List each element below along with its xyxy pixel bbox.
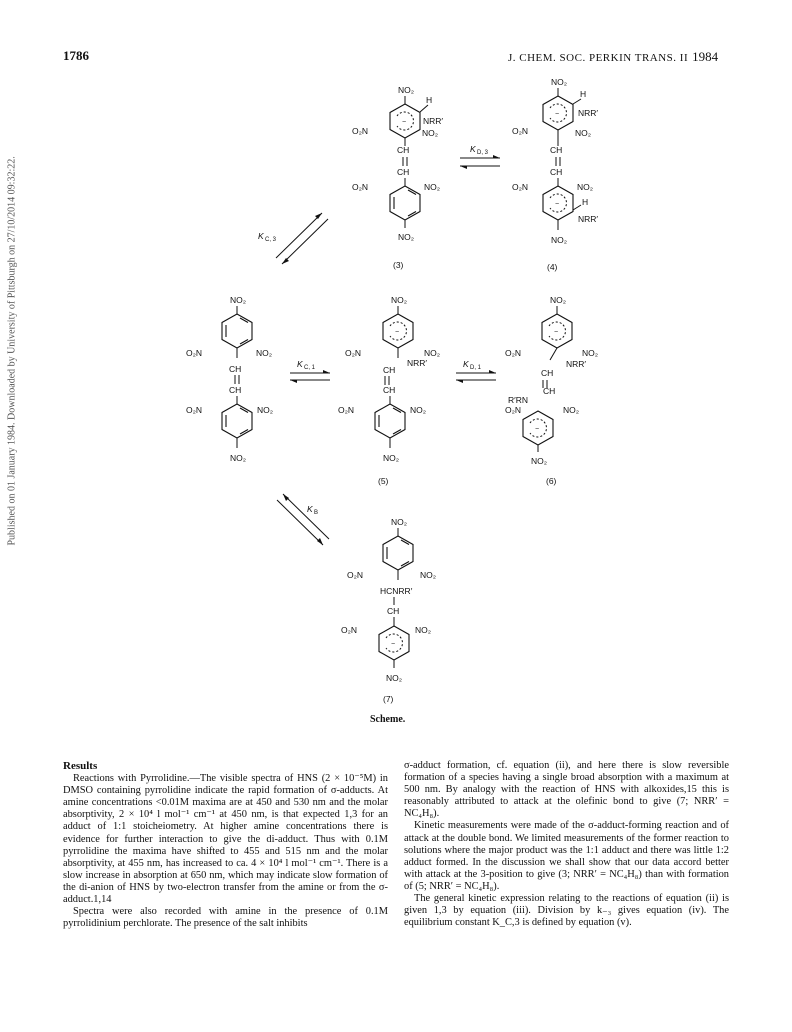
svg-text:O₂N: O₂N [347, 570, 364, 580]
svg-text:NO₂: NO₂ [256, 348, 273, 358]
section-heading: Results [63, 760, 98, 772]
svg-text:CH: CH [229, 364, 242, 374]
svg-text:K: K [297, 359, 303, 369]
svg-text:NO₂: NO₂ [577, 182, 594, 192]
svg-text:NO₂: NO₂ [575, 128, 592, 138]
svg-text:CH: CH [550, 167, 563, 177]
svg-text:CH: CH [229, 385, 242, 395]
page-number: 1786 [63, 48, 89, 63]
label-compound-7: (7) [383, 694, 394, 704]
svg-text:CH: CH [543, 386, 556, 396]
svg-text:H: H [426, 95, 433, 105]
compound-7 [341, 517, 436, 704]
svg-text:CH: CH [541, 368, 554, 378]
svg-text:NRR′: NRR′ [423, 116, 444, 126]
svg-text:H: H [582, 197, 589, 207]
svg-text:NO₂: NO₂ [398, 232, 415, 242]
svg-text:NO₂: NO₂ [424, 348, 441, 358]
label-compound-5: (5) [378, 476, 389, 486]
svg-text:O₂N: O₂N [341, 625, 358, 635]
compound-hns [186, 295, 273, 463]
svg-text:K: K [307, 504, 313, 514]
svg-text:NO₂: NO₂ [398, 85, 415, 95]
svg-text:CH: CH [397, 145, 410, 155]
svg-text:NO₂: NO₂ [550, 295, 567, 305]
svg-text:NO₂: NO₂ [551, 235, 568, 245]
svg-text:K: K [470, 144, 476, 154]
svg-text:NO₂: NO₂ [391, 295, 408, 305]
svg-text:O₂N: O₂N [352, 182, 369, 192]
svg-text:NRR′: NRR′ [407, 358, 428, 368]
svg-text:D, 3: D, 3 [477, 150, 489, 156]
paragraph: Reactions with Pyrrolidine.—The visible spectra of HNS (2 × 10⁻⁵M) in DMSO containing pyrrolidine indicate the rapid formation of σ-adducts. At amine concentrations <0.01M maxima are at 450 and 530 nm and the molar absorptivity, 2 × 10⁴ l mol⁻¹ cm⁻¹ at 450 nm, is that expected 1,3 for an adduct of 1:1 stoicheiometry. At higher amine concentrations there is evidence for further interaction to give the di-adduct. Thus with 0.1M pyrrolidine the maxima have shifted to 455 and 515 nm and the molar absorptivity, at 455 nm, has increased to ca. 4 × 10⁴ l mol⁻¹ cm⁻¹. There is a slow increase in absorption at 650 nm, which may indicate slow formation of the di-anion of HNS by two-electron transfer from the amine or from the σ-adduct.1,14 [63, 773, 388, 906]
svg-text:NRR′: NRR′ [578, 214, 599, 224]
svg-text:NO₂: NO₂ [420, 570, 437, 580]
equilibrium-kc3 [258, 213, 328, 264]
svg-text:O₂N: O₂N [505, 405, 522, 415]
paragraph: σ-adduct formation, cf. equation (ii), and here there is slow reversible formation of a species having a single broad absorption with a maximum at 500 nm. By analogy with the reaction of HNS with alkoxides,15 this is reasonably attributed to attack at the olefinic bond to give (7; NRR′ = NC₄H₈). [404, 760, 729, 820]
svg-text:CH: CH [387, 606, 400, 616]
svg-text:CH: CH [383, 365, 396, 375]
svg-text:CH: CH [397, 167, 410, 177]
svg-text:O₂N: O₂N [186, 405, 203, 415]
svg-text:NO₂: NO₂ [386, 673, 403, 683]
svg-text:NO₂: NO₂ [391, 517, 408, 527]
svg-text:O₂N: O₂N [352, 126, 369, 136]
svg-text:NO₂: NO₂ [230, 453, 247, 463]
journal-name: J. CHEM. SOC. PERKIN TRANS. II [508, 52, 689, 64]
svg-text:O₂N: O₂N [186, 348, 203, 358]
compound-6 [505, 295, 598, 486]
column-left [63, 760, 388, 930]
svg-text:NO₂: NO₂ [551, 77, 568, 87]
compound-3 [352, 85, 443, 270]
scheme-caption: Scheme. [370, 714, 406, 725]
equilibrium-kc1 [290, 359, 330, 383]
svg-text:O₂N: O₂N [345, 348, 362, 358]
svg-text:O₂N: O₂N [505, 348, 522, 358]
svg-text:H: H [580, 89, 587, 99]
svg-text:NRR′: NRR′ [578, 108, 599, 118]
svg-text:NO₂: NO₂ [383, 453, 400, 463]
svg-text:NO₂: NO₂ [563, 405, 580, 415]
download-notice: Published on 01 January 1984. Downloaded by University of Pittsburgh on 27/10/2014 09:32:22. [6, 156, 18, 546]
compound-4 [512, 77, 598, 272]
svg-text:NO₂: NO₂ [230, 295, 247, 305]
svg-text:NO₂: NO₂ [582, 348, 599, 358]
equilibrium-kd3 [460, 144, 500, 169]
paragraph: Spectra were also recorded with amine in the presence of 0.1M pyrrolidinium perchlorate. The presence of the salt inhibits [63, 906, 388, 930]
svg-text:CH: CH [383, 385, 396, 395]
svg-text:NRR′: NRR′ [566, 359, 587, 369]
equilibrium-kd1 [456, 359, 496, 383]
svg-text:C, 1: C, 1 [304, 365, 316, 371]
svg-text:HCNRR′: HCNRR′ [380, 586, 413, 596]
svg-text:O₂N: O₂N [338, 405, 355, 415]
column-right [404, 760, 729, 929]
journal-year: 1984 [692, 49, 719, 64]
svg-text:C, 3: C, 3 [265, 237, 277, 243]
svg-text:O₂N: O₂N [512, 182, 529, 192]
paragraph: Kinetic measurements were made of the σ-adduct-forming reaction and of attack at the double bond. We limited measurements of the former reaction to solutions where the major product was the 1:1 adduct and there was little 1:2 adduct formed. In the discussion we shall show that our data accord better with attack at the 3-position to give (3; NRR′ = NC₄H₈) than with formation of (5; NRR′ = NC₄H₈). [404, 820, 729, 892]
svg-text:K: K [463, 359, 469, 369]
svg-text:R′RN: R′RN [508, 395, 529, 405]
svg-text:B: B [314, 510, 319, 516]
label-compound-4: (4) [547, 262, 558, 272]
svg-text:O₂N: O₂N [512, 126, 529, 136]
equilibrium-kb [277, 494, 329, 545]
paragraph: The general kinetic expression relating to the reactions of equation (ii) is given 1,3 by equation (iii). Division by k₋₃ gives equation (iv). The equilibrium constant K_C,3 is defined by equation (v). [404, 893, 729, 929]
compound-5 [338, 295, 440, 486]
svg-text:K: K [258, 231, 264, 241]
svg-text:NO₂: NO₂ [531, 456, 548, 466]
svg-text:CH: CH [550, 145, 563, 155]
label-compound-3: (3) [393, 260, 404, 270]
svg-text:NO₂: NO₂ [422, 128, 439, 138]
svg-text:NO₂: NO₂ [424, 182, 441, 192]
svg-text:NO₂: NO₂ [410, 405, 427, 415]
svg-text:NO₂: NO₂ [415, 625, 432, 635]
svg-text:D, 1: D, 1 [470, 365, 482, 371]
svg-text:NO₂: NO₂ [257, 405, 274, 415]
label-compound-6: (6) [546, 476, 557, 486]
